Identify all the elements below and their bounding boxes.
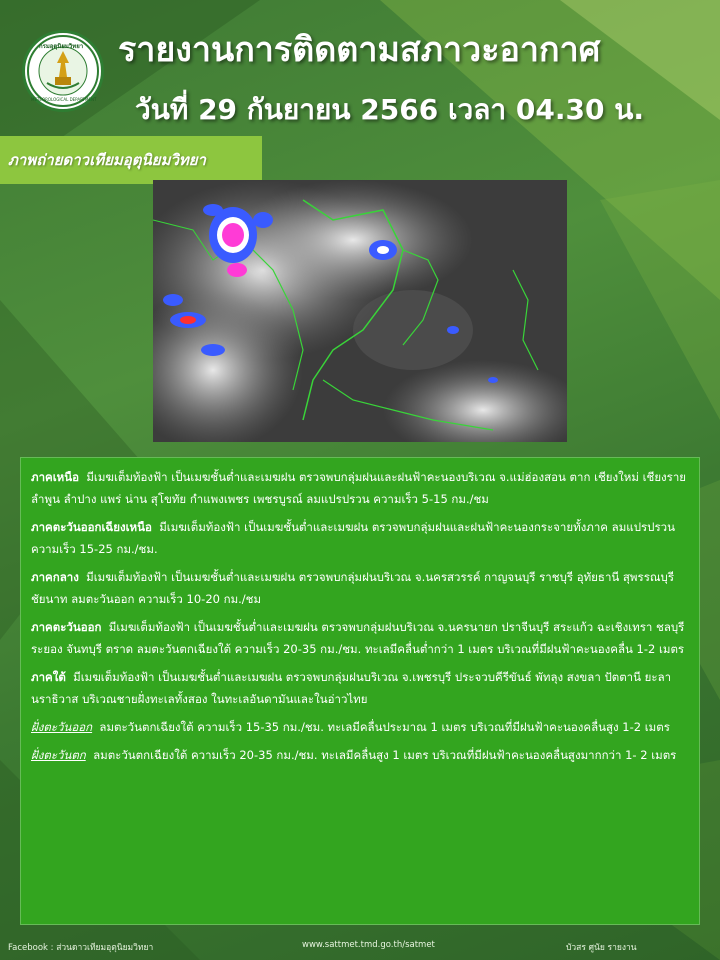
region-name: ภาคตะวันออกเฉียงเหนือ: [31, 520, 152, 534]
footer-facebook[interactable]: Facebook : ส่วนดาวเทียมอุตุนิยมวิทยา: [8, 943, 154, 953]
weather-report-panel: [20, 457, 700, 925]
logo-text-top: กรมอุตุนิยมวิทยา: [39, 43, 84, 50]
region-text: มีเมฆเต็มท้องฟ้า เป็นเมฆชั้นต่ำและเมฆฝน ตรวจพบกลุ่มฝนบริเวณ จ.นครสวรรค์ กาญจนบุรี ราชบุรี อุทัยธานี สุพรรณบุรี ชัยนาท ลมตะวันออก ความเร็ว 10-20 กม./ชม: [31, 570, 675, 606]
region-north: [31, 466, 689, 510]
region-text: มีเมฆเต็มท้องฟ้า เป็นเมฆชั้นต่ำและเมฆฝน ตรวจพบกลุ่มฝนบริเวณ จ.นครนายก ปราจีนบุรี สระแก้ว ฉะเชิงเทรา ชลบุรี ระยอง จันทบุรี ตราด ลมตะวันตกเฉียงใต้ ความเร็ว 20-35 กม./ชม. ทะเลมีคลื่นต่ำกว่า 1 เมตร บริเวณที่มีฝนฟ้าคะนองคลื่น 1-2 เมตร: [31, 620, 685, 656]
region-text: มีเมฆเต็มท้องฟ้า เป็นเมฆชั้นต่ำและเมฆฝน ตรวจพบกลุ่มฝนและฝนฟ้าคะนองกระจายทั้งภาค ลมแปรปรวน ความเร็ว 15-25 กม./ชม.: [31, 520, 675, 556]
region-south: [31, 666, 689, 710]
satellite-image: [153, 180, 567, 442]
tmd-logo: [22, 30, 104, 112]
region-name: ภาคตะวันออก: [31, 620, 102, 634]
coast-name: ฝั่งตะวันตก: [31, 748, 86, 762]
coast-name: ฝั่งตะวันออก: [31, 720, 93, 734]
region-name: ภาคใต้: [31, 670, 66, 684]
footer-website[interactable]: www.sattmet.tmd.go.th/satmet: [302, 940, 435, 950]
region-text: มีเมฆเต็มท้องฟ้า เป็นเมฆชั้นต่ำและเมฆฝน ตรวจพบกลุ่มฝนบริเวณ จ.เพชรบุรี ประจวบคีรีขันธ์ พัทลุง สงขลา ปัตตานี ยะลา นราธิวาส บริเวณชายฝั่งทะเลทั้งสอง ในทะเลอันดามันและในอ่าวไทย: [31, 670, 672, 706]
satellite-map-icon: [153, 180, 567, 442]
report-date: วันที่ 29 กันยายน 2566 เวลา 04.30 น.: [135, 93, 644, 126]
coast-text: ลมตะวันตกเฉียงใต้ ความเร็ว 15-35 กม./ชม. ทะเลมีคลื่นประมาณ 1 เมตร บริเวณที่มีฝนฟ้าคะนองคลื่นสูง 1-2 เมตร: [99, 720, 670, 734]
region-east: [31, 616, 689, 660]
region-text: มีเมฆเต็มท้องฟ้า เป็นเมฆชั้นต่ำและเมฆฝน ตรวจพบกลุ่มฝนและฝนฟ้าคะนองบริเวณ จ.แม่ฮ่องสอน ตาก เชียงใหม่ เชียงราย ลำพูน ลำปาง แพร่ น่าน สุโขทัย กำแพงเพชร เพชรบูรณ์ ลมแปรปรวน ความเร็ว 5-15 กม./ชม: [31, 470, 687, 506]
region-name: ภาคกลาง: [31, 570, 79, 584]
coast-text: ลมตะวันตกเฉียงใต้ ความเร็ว 20-35 กม./ชม. ทะเลมีคลื่นสูง 1 เมตร บริเวณที่มีฝนฟ้าคะนองคลื่นสูงมากกว่า 1- 2 เมตร: [93, 748, 677, 762]
region-central: [31, 566, 689, 610]
footer-reporter: บัวสร ศูนัย รายงาน: [566, 943, 637, 953]
logo-text-bottom: METEOROLOGICAL DEPARTMENT: [31, 97, 97, 102]
section-label: ภาพถ่ายดาวเทียมอุตุนิยมวิทยา: [0, 136, 262, 184]
coast-west: [31, 744, 689, 766]
page-title: รายงานการติดตามสภาวะอากาศ: [118, 30, 601, 70]
region-name: ภาคเหนือ: [31, 470, 80, 484]
region-northeast: [31, 516, 689, 560]
coast-east: [31, 716, 689, 738]
